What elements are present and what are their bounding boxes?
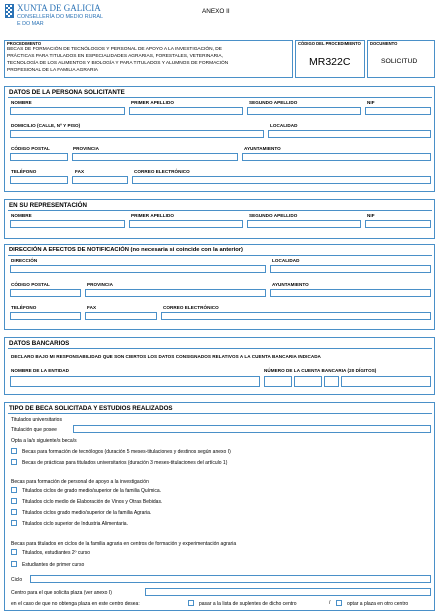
label-domicilio: DOMICILIO (CALLE, Nº Y PISO) <box>11 123 81 128</box>
opta-label: Opta a la/s siguiente/s beca/s <box>11 438 77 444</box>
label-fax: FAX <box>75 169 85 174</box>
apoyo-4-checkbox[interactable] <box>11 520 17 526</box>
doc-value: SOLICITUD <box>381 58 418 65</box>
label-rep-apellido1: PRIMER APELLIDO <box>131 213 174 218</box>
centro-field[interactable] <box>145 588 431 596</box>
suplentes-label: pasar a la lista de suplentes de dicho centro <box>199 601 297 607</box>
label-not-cp: CÓDIGO POSTAL <box>11 282 50 287</box>
apoyo-heading: Becas para formación de personal de apoyo a la investigación <box>11 479 149 485</box>
direccion-field[interactable] <box>10 265 266 273</box>
notification-title: DIRECCIÓN A EFECTOS DE NOTIFICACIÓN (no necesaria si coincide con la anterior) <box>9 247 243 253</box>
procedure-text-2: PRÁCTICAS PARA TITULADOS EN ESPECIALIDADES AGRARIAS, FORESTALES, VETERINARIA, <box>7 54 223 59</box>
applicant-title: DATOS DE LA PERSONA SOLICITANTE <box>9 89 125 96</box>
code-label: CÓDIGO DEL PROCEDIMIENTO <box>298 41 361 46</box>
label-rep-apellido2: SEGUNDO APELLIDO <box>249 213 298 218</box>
procedure-label: PROCEDIMENTO <box>7 41 42 46</box>
label-nif: NIF <box>367 100 375 105</box>
label-localidad: LOCALIDAD <box>270 123 298 128</box>
bank-title: DATOS BANCARIOS <box>9 340 70 347</box>
logo <box>5 4 14 18</box>
label-ayuntamiento: AYUNTAMIENTO <box>244 146 281 151</box>
practicas-label: Becas de prácticas para titulados universitarios (duración 3 meses-titulaciones del artículo 1) <box>22 460 228 466</box>
ciclos-2-label: Estudiantes de primer curso <box>22 562 85 568</box>
ciclos-heading: Becas para titulados en ciclos de la familia agraria en centros de formación y experimentación agraria <box>11 541 237 547</box>
divider <box>8 348 432 349</box>
telefono-field[interactable] <box>10 176 68 184</box>
procedure-text-4: PROFESIONAL DE LA FAMILIA AGRARIA <box>7 68 98 73</box>
label-not-email: CORREO ELECTRÓNICO <box>163 305 219 310</box>
label-rep-nif: NIF <box>367 213 375 218</box>
dept-line1: CONSELLERÍA DO MEDIO RURAL <box>17 14 103 20</box>
label-entidad: NOMBRE DE LA ENTIDAD <box>11 368 69 373</box>
provincia-field[interactable] <box>72 153 238 161</box>
ciclo-label: Ciclo <box>11 577 23 583</box>
ciclos-1-label: Titulados, estudiantes 2º curso <box>22 550 91 556</box>
label-not-provincia: PROVINCIA <box>87 282 113 287</box>
divider <box>8 255 432 256</box>
apellido2-field[interactable] <box>247 107 361 115</box>
rep-nif-field[interactable] <box>365 220 431 228</box>
fax-field[interactable] <box>72 176 128 184</box>
ciclos-2-checkbox[interactable] <box>11 561 17 567</box>
bank-declaration: DECLARO BAJO MI RESPONSABILIDAD QUE SON CIERTOS LOS DATOS CONSIGNADOS RELATIVOS A LA CUENTA BANCARIA INDICADA <box>11 354 321 359</box>
apoyo-1-checkbox[interactable] <box>11 487 17 493</box>
doc-label: DOCUMENTO <box>370 41 398 46</box>
label-direccion: DIRECCIÓN <box>11 258 38 263</box>
label-email: CORREO ELECTRÓNICO <box>134 169 190 174</box>
tecnologos-checkbox[interactable] <box>11 448 17 454</box>
ayuntamiento-field[interactable] <box>242 153 431 161</box>
not-telefono-field[interactable] <box>10 312 81 320</box>
localidad-field[interactable] <box>268 130 431 138</box>
label-provincia: PROVINCIA <box>73 146 99 151</box>
tecnologos-label: Becas para formación de tecnólogos (duración 5 meses-titulaciones y destinos según anexo I) <box>22 449 231 455</box>
label-nombre: NOMBRE <box>11 100 32 105</box>
titulacion-field[interactable] <box>73 425 431 433</box>
label-cuenta: NÚMERO DE LA CUENTA BANCARIA (20 DÍGITOS) <box>264 368 377 373</box>
label-cp: CÓDIGO POSTAL <box>11 146 50 151</box>
divider <box>8 210 432 211</box>
apoyo-3-checkbox[interactable] <box>11 509 17 515</box>
apoyo-1-label: Titulados ciclos de grado medio/superior de la familia Química. <box>22 488 162 494</box>
centro-label: Centro para el que solicita plaza (ver anexo I) <box>11 590 112 596</box>
procedure-text-1: BECAS DE FORMACIÓN DE TECNÓLOGOS Y PERSONAL DE APOYO A LA INVESTIGACIÓN, DE <box>7 47 222 52</box>
label-not-telefono: TELÉFONO <box>11 305 37 310</box>
univ-heading: Titulados universitarios <box>11 417 62 423</box>
label-telefono: TELÉFONO <box>11 169 37 174</box>
representative-title: EN SU REPRESENTACIÓN <box>9 202 87 209</box>
org-name: XUNTA DE GALICIA <box>17 3 101 13</box>
iban-dc-field[interactable] <box>324 376 339 387</box>
nif-field[interactable] <box>365 107 431 115</box>
apellido1-field[interactable] <box>129 107 243 115</box>
rep-apellido2-field[interactable] <box>247 220 361 228</box>
not-cp-field[interactable] <box>10 289 81 297</box>
suplentes-checkbox[interactable] <box>188 600 194 606</box>
not-provincia-field[interactable] <box>85 289 266 297</box>
label-apellido2: SEGUNDO APELLIDO <box>249 100 298 105</box>
xunta-emblem-icon <box>5 4 14 18</box>
iban-office-field[interactable] <box>294 376 322 387</box>
ciclos-1-checkbox[interactable] <box>11 549 17 555</box>
en-caso-label: en el caso de que no obtenga plaza en este centro desea: <box>11 601 140 607</box>
rep-apellido1-field[interactable] <box>129 220 243 228</box>
label-rep-nombre: NOMBRE <box>11 213 32 218</box>
label-not-localidad: LOCALIDAD <box>272 258 300 263</box>
slash-separator: / <box>329 600 331 606</box>
ciclo-field[interactable] <box>30 575 431 583</box>
apoyo-2-label: Titulados ciclo medio de Elaboración de Vinos y Otras Bebidas. <box>22 499 163 505</box>
divider <box>8 413 432 414</box>
apoyo-4-label: Titulados ciclo superior de Industria Alimentaria. <box>22 521 128 527</box>
label-apellido1: PRIMER APELLIDO <box>131 100 174 105</box>
not-email-field[interactable] <box>161 312 431 320</box>
dept-line2: E DO MAR <box>17 21 44 27</box>
code-value: MR322C <box>309 56 351 68</box>
label-not-ayuntamiento: AYUNTAMIENTO <box>272 282 309 287</box>
cp-field[interactable] <box>10 153 68 161</box>
email-field[interactable] <box>132 176 431 184</box>
not-localidad-field[interactable] <box>270 265 431 273</box>
iban-entity-field[interactable] <box>264 376 292 387</box>
nombre-field[interactable] <box>10 107 125 115</box>
not-fax-field[interactable] <box>85 312 157 320</box>
iban-account-field[interactable] <box>341 376 431 387</box>
entidad-field[interactable] <box>10 376 260 387</box>
otro-centro-checkbox[interactable] <box>336 600 342 606</box>
scholarship-title: TIPO DE BECA SOLICITADA Y ESTUDIOS REALIZADOS <box>9 405 173 412</box>
label-not-fax: FAX <box>87 305 97 310</box>
titulacion-label: Titulación que posee <box>11 427 57 433</box>
divider <box>8 97 432 98</box>
otro-centro-label: optar a plaza en otro centro <box>347 601 409 607</box>
rep-nombre-field[interactable] <box>10 220 125 228</box>
apoyo-3-label: Titulados ciclos grado medio/superior de la familia Agraria. <box>22 510 152 516</box>
apoyo-2-checkbox[interactable] <box>11 498 17 504</box>
practicas-checkbox[interactable] <box>11 459 17 465</box>
not-ayuntamiento-field[interactable] <box>270 289 431 297</box>
domicilio-field[interactable] <box>10 130 264 138</box>
annex-title: ANEXO II <box>202 8 230 15</box>
procedure-text-3: TECNOLOGÍA DE LOS ALIMENTOS Y BIOLOGÍA Y PARA TITULADOS Y ALUMNOS DE FORMACIÓN <box>7 61 229 66</box>
